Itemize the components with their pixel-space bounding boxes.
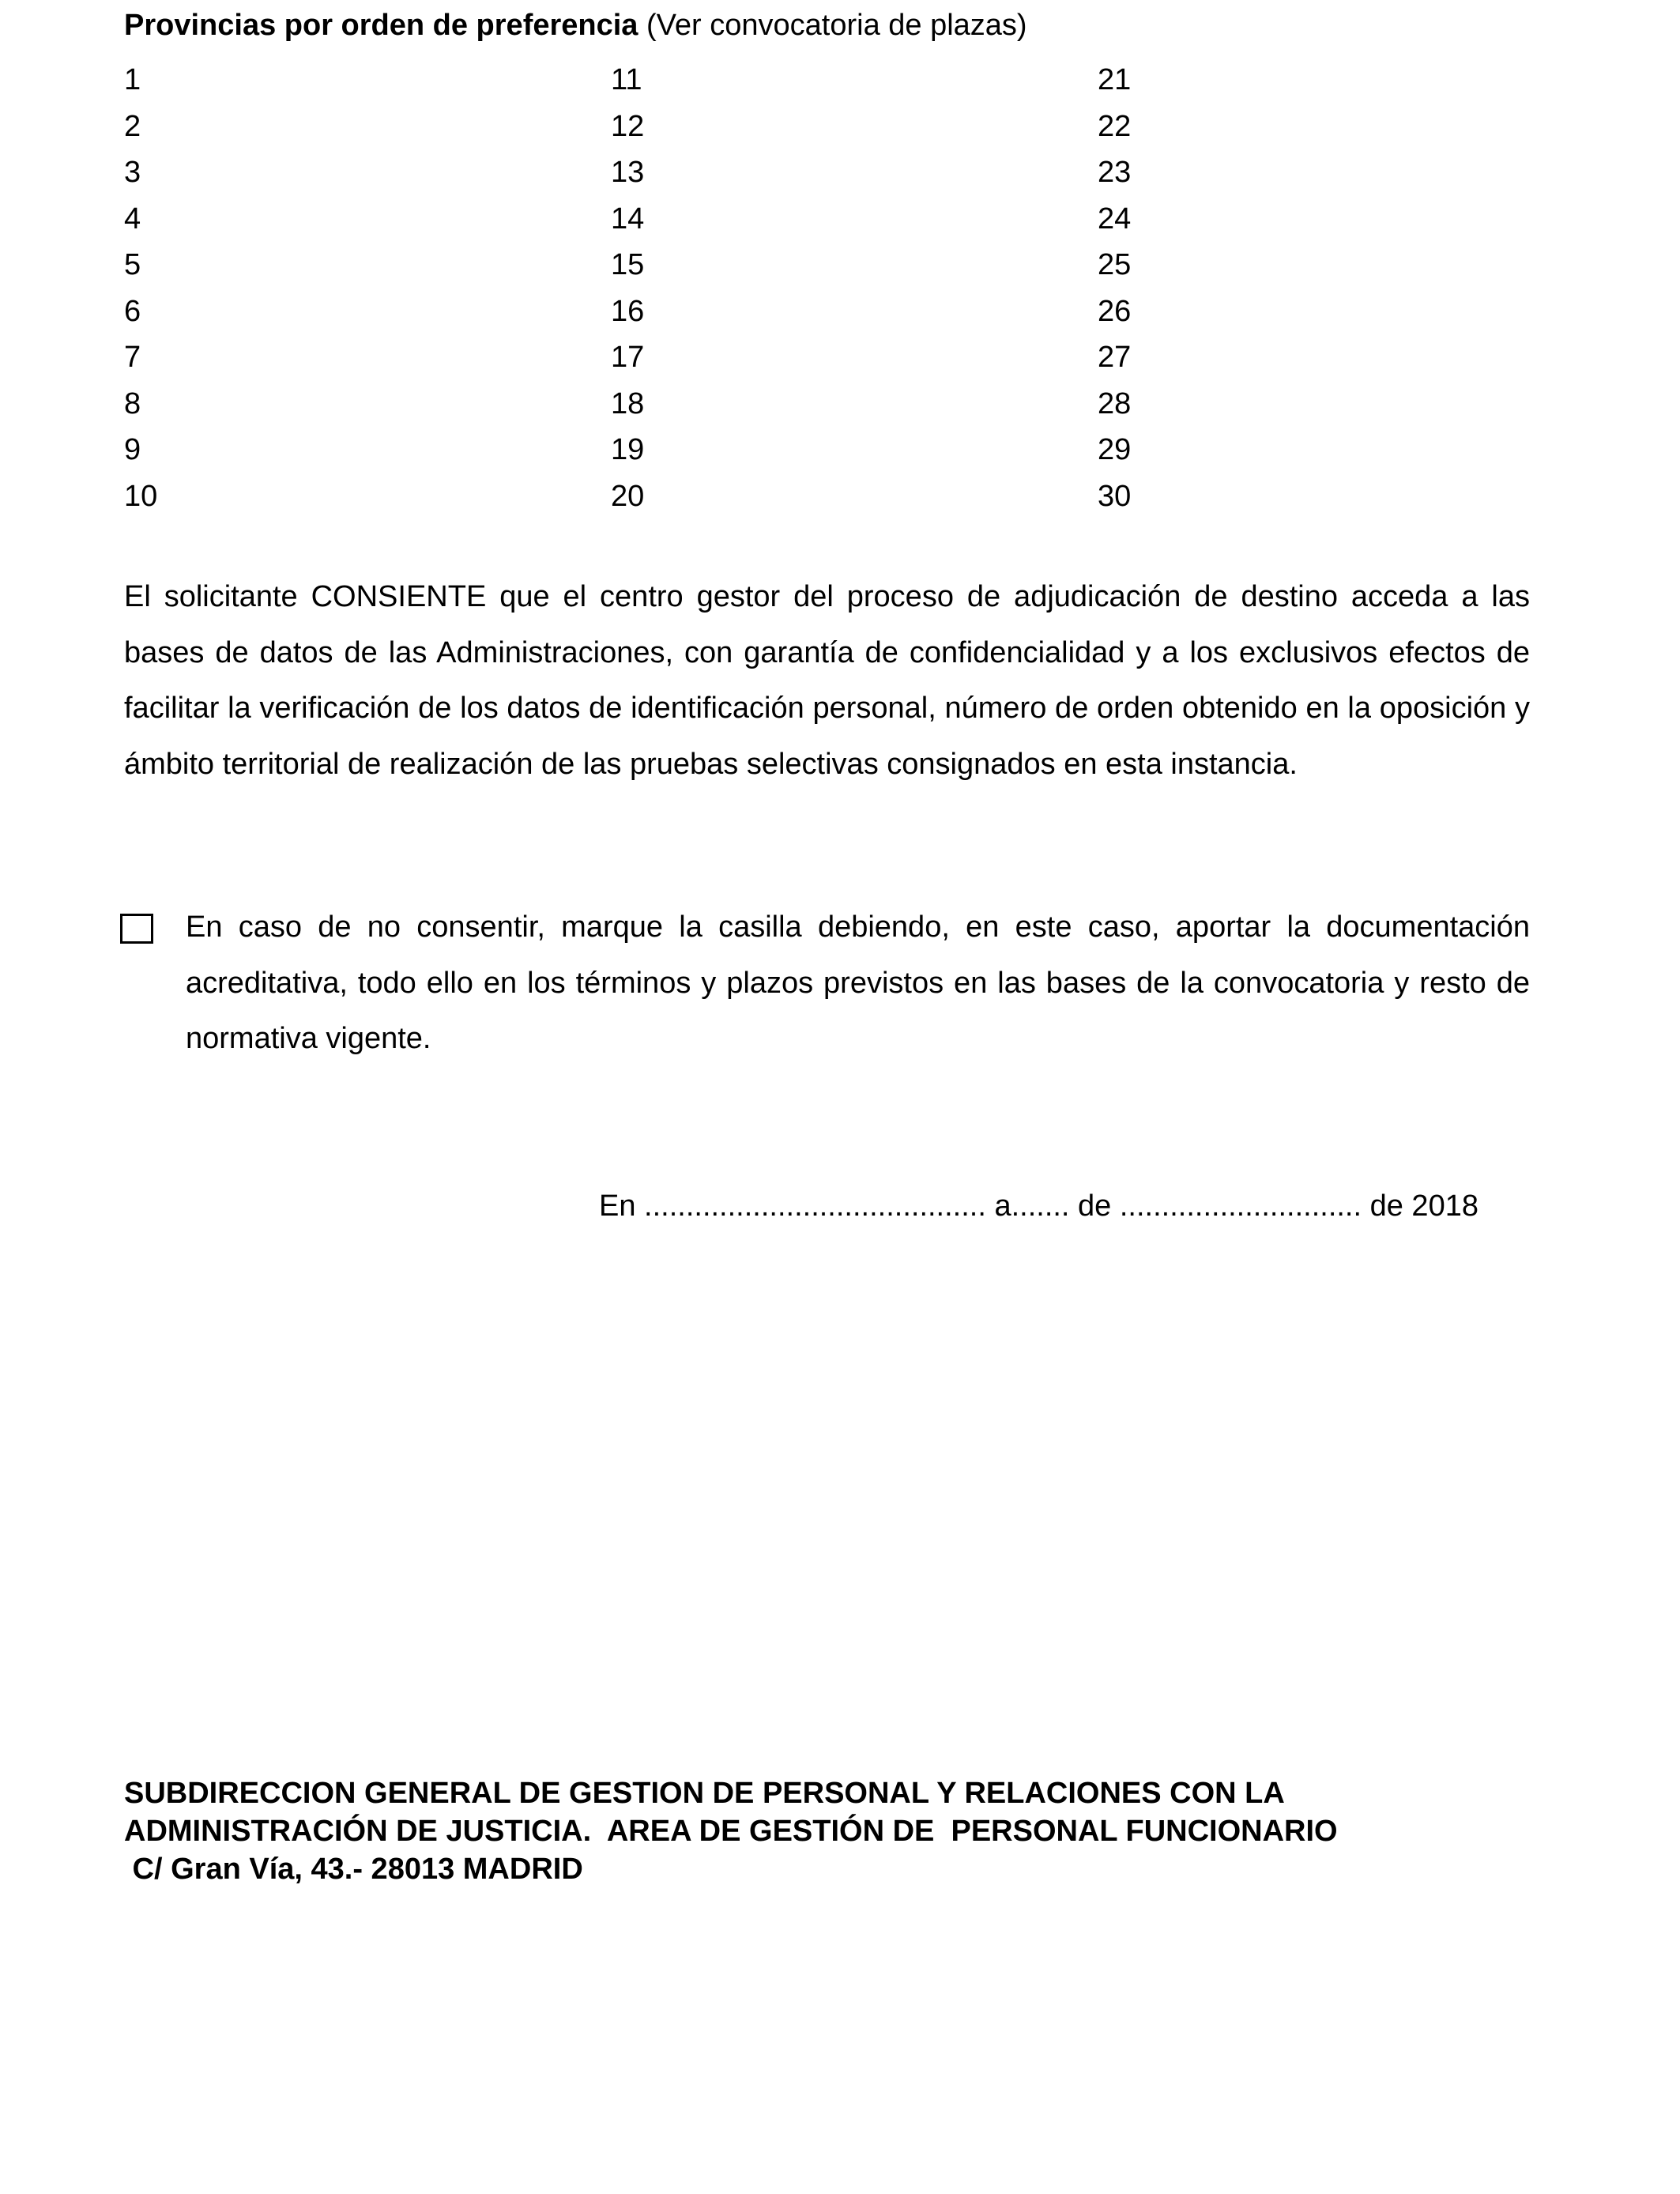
province-slot-number: 2 — [124, 109, 141, 143]
province-slot-number: 6 — [124, 294, 141, 328]
province-column-1 — [124, 57, 157, 519]
recipient-line-1: SUBDIRECCION GENERAL DE GESTION DE PERSONAL Y RELACIONES CON LA — [124, 1777, 1285, 1810]
province-slot-number: 16 — [611, 294, 645, 328]
non-consent-checkbox[interactable] — [120, 914, 153, 944]
recipient-line-3: C/ Gran Vía, 43.- 28013 MADRID — [124, 1853, 583, 1886]
province-slot-number: 10 — [124, 479, 158, 513]
province-slot-number: 1 — [124, 63, 141, 96]
provinces-heading-note: (Ver convocatoria de plazas) — [646, 9, 1027, 42]
province-slot-number: 8 — [124, 386, 141, 420]
province-slot-number: 13 — [611, 156, 645, 189]
province-slot-number: 28 — [1098, 386, 1132, 420]
province-slot-number: 3 — [124, 156, 141, 189]
province-slot-number: 29 — [1098, 433, 1132, 466]
province-slot-number: 15 — [611, 248, 645, 281]
province-slot-number: 9 — [124, 433, 141, 466]
province-slot-number: 22 — [1098, 109, 1132, 143]
recipient-address — [124, 1774, 1338, 1888]
place-date-line: En ......................................... a....... de ............................. de 2018 — [599, 1189, 1478, 1223]
province-slot-number: 19 — [611, 433, 645, 466]
province-slot-number: 4 — [124, 202, 141, 236]
province-slot-number: 7 — [124, 341, 141, 374]
province-slot-number: 17 — [611, 341, 645, 374]
province-slot-number: 18 — [611, 386, 645, 420]
province-column-3 — [1098, 57, 1131, 519]
province-slot-number: 27 — [1098, 341, 1132, 374]
province-slot-number: 30 — [1098, 479, 1132, 513]
province-slot-number: 25 — [1098, 248, 1132, 281]
province-slot-number: 21 — [1098, 63, 1132, 96]
provinces-heading — [124, 5, 1027, 46]
province-column-2 — [611, 57, 644, 519]
province-slot-number: 14 — [611, 202, 645, 236]
non-consent-paragraph: En caso de no consentir, marque la casilla debiendo, en este caso, aportar la documentación acreditativa, todo ello en los términos y plazos previstos en las bases de la convocatoria y resto de normativa vigente. — [186, 910, 1530, 1055]
province-slot-number: 24 — [1098, 202, 1132, 236]
province-slot-number: 20 — [611, 479, 645, 513]
recipient-line-2: ADMINISTRACIÓN DE JUSTICIA. AREA DE GESTIÓN DE PERSONAL FUNCIONARIO — [124, 1815, 1338, 1848]
province-slot-number: 23 — [1098, 156, 1132, 189]
consent-paragraph: El solicitante CONSIENTE que el centro gestor del proceso de adjudicación de destino acceda a las bases de datos de las Administraciones, con garantía de confidencialidad y a los exclusivos efectos de facilitar la verificación de los datos de identificación personal, número de orden obtenido en la oposición y ámbito territorial de realización de las pruebas selectivas consignados en esta instancia. — [124, 580, 1530, 781]
province-slot-number: 26 — [1098, 294, 1132, 328]
province-slot-number: 11 — [611, 63, 642, 96]
provinces-heading-bold: Provincias por orden de preferencia — [124, 9, 638, 42]
province-slot-number: 5 — [124, 248, 141, 281]
province-slot-number: 12 — [611, 109, 645, 143]
